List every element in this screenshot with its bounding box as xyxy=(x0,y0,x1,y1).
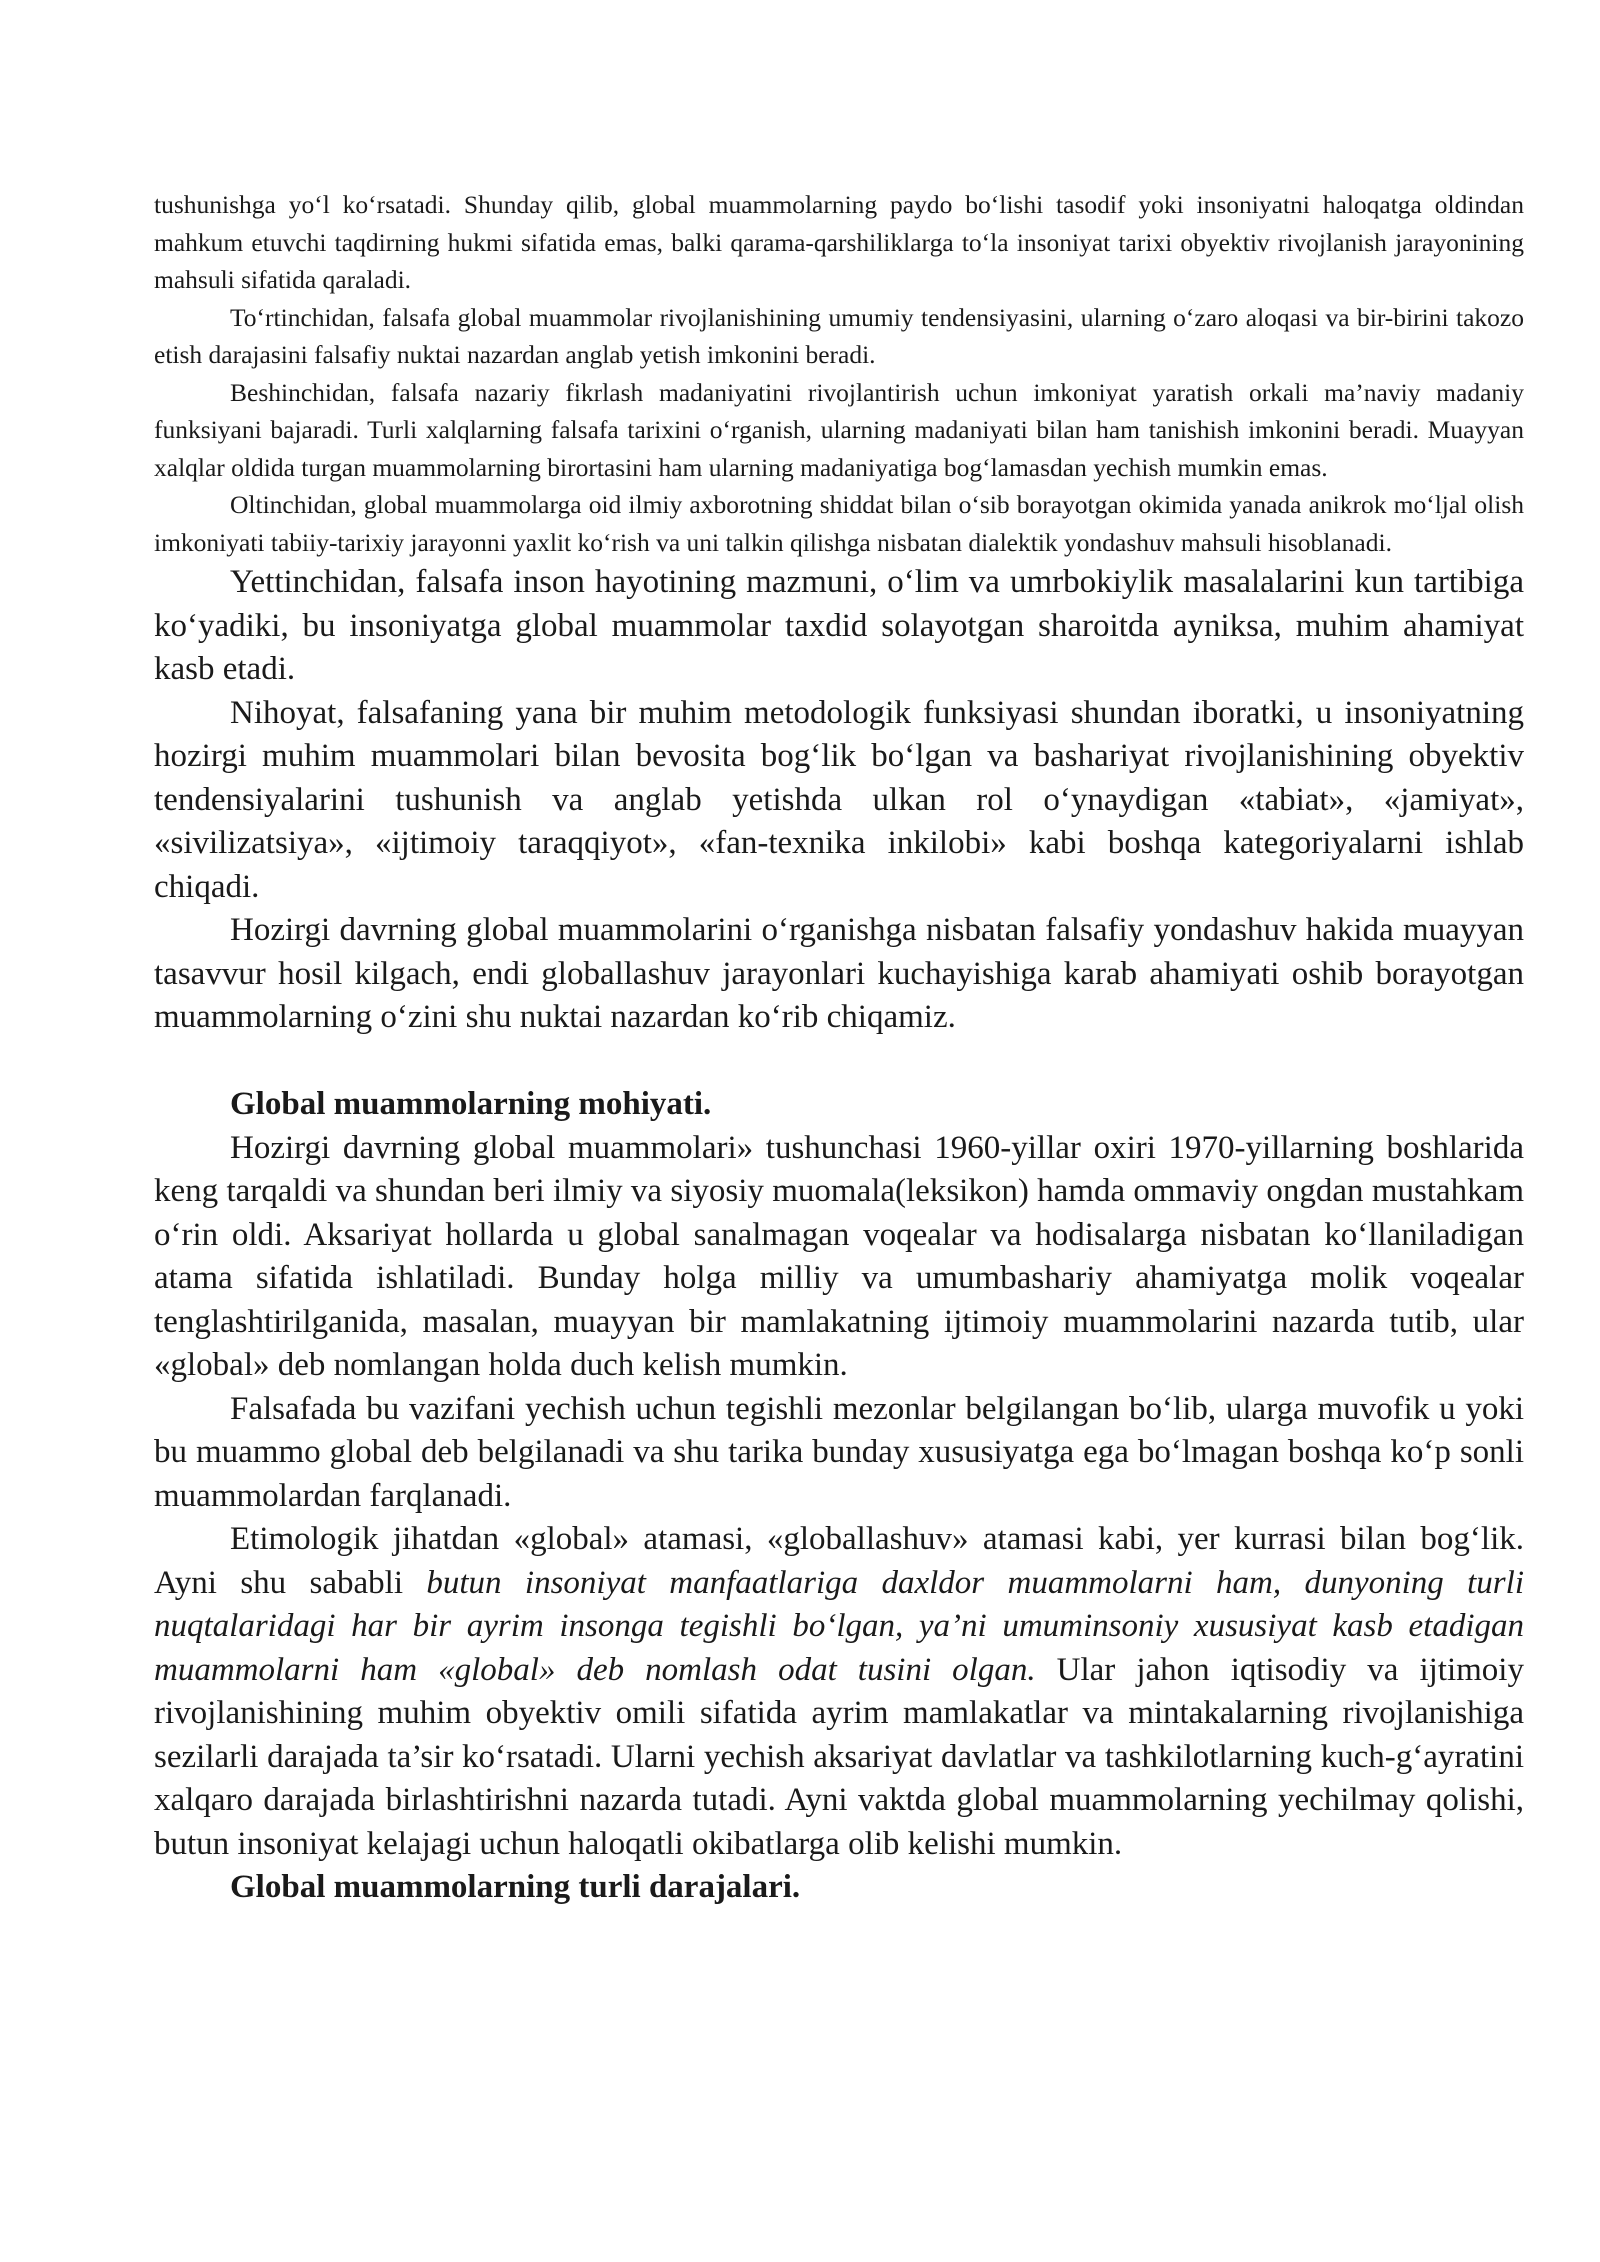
paragraph-essence-3 xyxy=(154,1518,1524,1866)
paragraph-transition: Hozirgi davrning global muammolarini o‘rganishga nisbatan falsafiy yondashuv hakida muayyan tasavvur hosil kilgach, endi globallashuv jarayonlari kuchayishiga karab ahamiyati oshib borayotgan muammolarning o‘zini shu nuktai nazardan ko‘rib chiqamiz. xyxy=(154,912,1524,1035)
paragraph-essence-2: Falsafada bu vazifani yechish uchun tegishli mezonlar belgilangan bo‘lib, ularga muvofik u yoki bu muammo global deb belgilanadi va shu tarika bunday xususiyatga ega bo‘lmagan boshqa ko‘p sonli muammolardan farqlanadi. xyxy=(154,1390,1524,1514)
blank-line xyxy=(154,1040,1524,1084)
large-print-block xyxy=(154,561,1524,1910)
paragraph-essence-1: Hozirgi davrning global muammolari» tushunchasi 1960-yillar oxiri 1970-yillarning boshlarida keng tarqaldi va shundan beri ilmiy va siyosiy muomala(leksikon) hamda ommaviy ongdan mustahkam o‘rin oldi. Aksariyat hollarda u global sanalmagan voqealar va hodisalarga nisbatan ko‘llaniladigan atama sifatida ishlatiladi. Bunday holga milliy va umumbashariy ahamiyatga molik voqealar tenglashtirilganida, masalan, muayyan bir mamlakatning ijtimoiy muammolarini nazarda tutib, ular «global» deb nomlangan holda duch kelish mumkin. xyxy=(154,1129,1524,1383)
section-heading-levels: Global muammolarning turli darajalari. xyxy=(230,1869,801,1905)
paragraph-finally: Nihoyat, falsafaning yana bir muhim metodologik funksiyasi shundan iboratki, u insoniyatning hozirgi muhim muammolari bilan bevosita bog‘lik bo‘lgan va bashariyat rivojlanishining obyektiv tendensiyalarini tushunish va anglab yetishda ulkan rol o‘ynaydigan «tabiat», «jamiyat», «sivilizatsiya», «ijtimoiy taraqqiyot», «fan-texnika inkilobi» kabi boshqa kategoriyalarni ishlab chiqadi. xyxy=(154,694,1524,905)
paragraph-fifth: Beshinchidan, falsafa nazariy fikrlash madaniyatini rivojlantirish uchun imkoniyat yaratish orkali ma’naviy madaniy funksiyani bajaradi. Turli xalqlarning falsafa tarixini o‘rganish, ularning madaniyati bilan ham tanishish imkonini beradi. Muayyan xalqlar oldida turgan muammolarning birortasini ham ularning madaniyatiga bog‘lamasdan yechish mumkin emas. xyxy=(154,377,1524,482)
paragraph-seventh: Yettinchidan, falsafa inson hayotining mazmuni, o‘lim va umrbokiylik masalalarini kun tartibiga ko‘yadiki, bu insoniyatga global muammolar taxdid solayotgan sharoitda ayniksa, muhim ahamiyat kasb etadi. xyxy=(154,564,1524,687)
section-heading-essence: Global muammolarning mohiyati. xyxy=(230,1086,712,1122)
paragraph-fourth: To‘rtinchidan, falsafa global muammolar rivojlanishining umumiy tendensiyasini, ularning o‘zaro aloqasi va bir-birini takozo etish darajasini falsafiy nuktai nazardan anglab yetish imkonini beradi. xyxy=(154,302,1524,369)
paragraph-continuation: tushunishga yo‘l ko‘rsatadi. Shunday qilib, global muammolarning paydo bo‘lishi tasodif yoki insoniyatni haloqatga oldindan mahkum etuvchi taqdirning hukmi sifatida emas, balki qarama-qarshiliklarga to‘la insoniyat tarixi obyektiv rivojlanish jarayonining mahsuli sifatida qaraladi. xyxy=(154,190,1524,294)
paragraph-essence-3-start: Etimologik jihatdan «global» atamasi, «globallashuv» atamasi kabi, yer kurrasi bilan bog‘lik. Ayni shu sababli xyxy=(154,1521,1524,1601)
document-page xyxy=(154,186,1524,1910)
paragraph-essence-3-italic: butun insoniyat manfaatlariga daxldor muammolarni ham, dunyoning turli nuqtalaridagi har bir ayrim insonga tegishli bo‘lgan, ya’ni umuminsoniy xususiyat kasb etadigan muammolarni ham «global» deb nomlash odat tusini olgan. xyxy=(154,1564,1524,1688)
paragraph-sixth: Oltinchidan, global muammolarga oid ilmiy axborotning shiddat bilan o‘sib borayotgan okimida yanada anikrok mo‘ljal olish imkoniyati tabiiy-tarixiy jarayonni yaxlit ko‘rish va uni talkin qilishga nisbatan dialektik yondashuv mahsuli hisoblanadi. xyxy=(154,490,1524,557)
small-print-block xyxy=(154,186,1524,561)
paragraph-essence-3-end: Ular jahon iqtisodiy va ijtimoiy rivojlanishining muhim obyektiv omili sifatida ayrim mamlakatlar va mintakalarning rivojlanishiga sezilarli darajada ta’sir ko‘rsatadi. Ularni yechish aksariyat davlatlar va tashkilotlarning kuch-g‘ayratini xalqaro darajada birlashtirishni nazarda tutadi. Ayni vaktda global muammolarning yechilmay qolishi, butun insoniyat kelajagi uchun haloqatli okibatlarga olib kelishi mumkin. xyxy=(154,1651,1524,1862)
